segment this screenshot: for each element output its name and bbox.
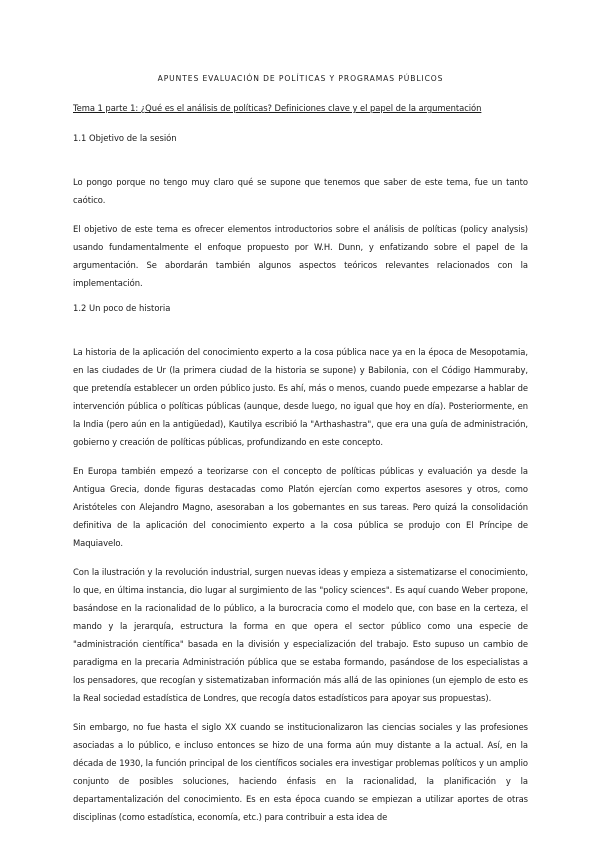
paragraph: Sin embargo, no fue hasta el siglo XX cuando se institucionalizaron las ciencias sociales y las profesiones asociadas a lo público, e incluso entonces se hizo de una forma aún muy distante a la actual. Así, en la década de 1930, la función principal de los científicos sociales era investigar problemas políticos y un amplio conjunto de posibles soluciones, haciendo énfasis en la racionalidad, la planificación y la departamentalización del conocimiento. Es en esta época cuando se empiezan a utilizar aportes de otras disciplinas (como estadística, economía, etc.) para contribuir a esta idea de bbox=[73, 722, 528, 822]
paragraph: La historia de la aplicación del conocimiento experto a la cosa pública nace ya en la época de Mesopotamia, en las ciudades de Ur (la primera ciudad de la historia se supone) y Babilonia, con el Código Hammuraby, que pretendía establecer un orden público justo. Es ahí, más o menos, cuando puede empezarse a hablar de intervención pública o políticas públicas (aunque, desde luego, no igual que hoy en día). Posteriormente, en la India (pero aún en la antigüedad), Kautilya escribió la "Arthashastra", que era una guía de administración, gobierno y creación de políticas públicas, profundizando en este concepto. bbox=[73, 347, 528, 447]
paragraph: Lo pongo porque no tengo muy claro qué se supone que tenemos que saber de este tema, fue un tanto caótico. bbox=[73, 177, 528, 205]
section-heading-objetivo: 1.1 Objetivo de la sesión bbox=[73, 133, 177, 143]
document-title: APUNTES EVALUACIÓN DE POLÍTICAS Y PROGRAMAS PÚBLICOS bbox=[157, 74, 444, 83]
topic-heading: Tema 1 parte 1: ¿Qué es el análisis de políticas? Definiciones clave y el papel de la argumentación bbox=[73, 103, 482, 113]
paragraph: Con la ilustración y la revolución industrial, surgen nuevas ideas y empieza a sistematizarse el conocimiento, lo que, en última instancia, dio lugar al surgimiento de las "policy sciences". Es aquí cuando Weber propone, basándose en la racionalidad de lo público, a la burocracia como el modelo que, con base en la certeza, el mando y la jerarquía, estructura la forma en que opera el sector público como una especie de "administración científica" basada en la división y especialización del trabajo. Esto supuso un cambio de paradigma en la precaria Administración pública que se estaba formando, pasándose de los especialistas a los pensadores, que recogían y sistematizaban información más allá de las opiniones (un ejemplo de esto es la Real sociedad estadística de Londres, que recogía datos estadísticos para apoyar sus propuestas). bbox=[73, 567, 528, 703]
paragraph: El objetivo de este tema es ofrecer elementos introductorios sobre el análisis de políticas (policy analysis) usando fundamentalmente el enfoque propuesto por W.H. Dunn, y enfatizando sobre el papel de la argumentación. Se abordarán también algunos aspectos teóricos relevantes relacionados con la implementación. bbox=[73, 224, 528, 288]
paragraph: En Europa también empezó a teorizarse con el concepto de políticas públicas y evaluación ya desde la Antigua Grecia, donde figuras destacadas como Platón ejercían como expertos asesores y otros, como Aristóteles con Alejandro Magno, asesoraban a los gobernantes en sus tareas. Pero quizá la consolidación definitiva de la aplicación del conocimiento experto a la cosa pública se produjo con El Príncipe de Maquiavelo. bbox=[73, 466, 528, 548]
section-heading-historia: 1.2 Un poco de historia bbox=[73, 303, 171, 313]
document-content bbox=[73, 74, 528, 826]
